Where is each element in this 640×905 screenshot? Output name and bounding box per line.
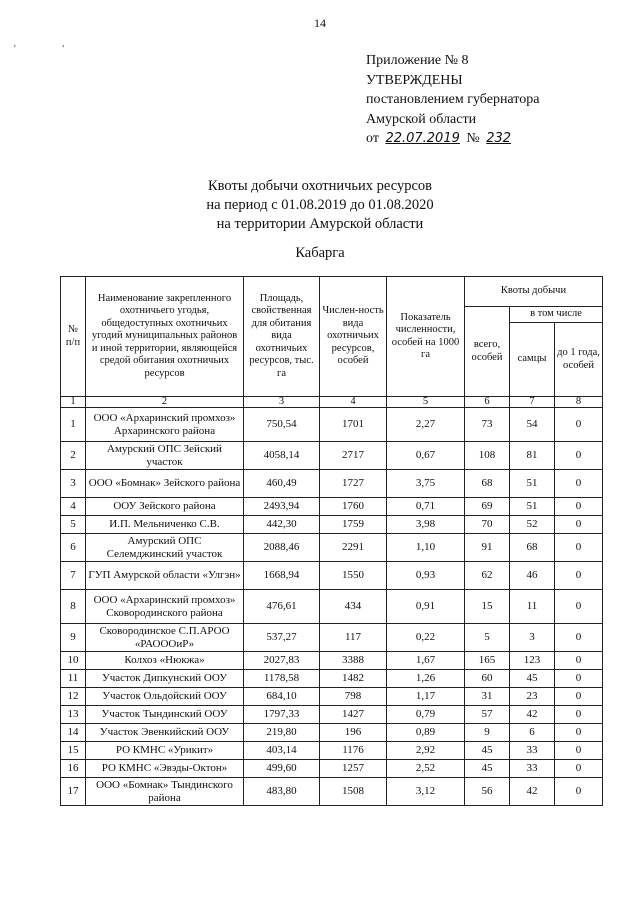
row-young: 0 — [555, 498, 603, 516]
row-name: Сковородинское С.П.АРОО «РАОООиР» — [86, 624, 244, 652]
row-area: 483,80 — [244, 778, 320, 806]
row-name: И.П. Мельниченко С.В. — [86, 516, 244, 534]
table-row — [61, 778, 603, 806]
from-label: от — [366, 131, 379, 146]
row-name: ООО «Архаринский промхоз» Архаринского района — [86, 408, 244, 442]
row-young: 0 — [555, 442, 603, 470]
row-total: 45 — [465, 742, 510, 760]
row-density: 0,91 — [387, 590, 465, 624]
row-name: ГУП Амурской области «Улгэн» — [86, 562, 244, 590]
row-name: Колхоз «Нюкжа» — [86, 652, 244, 670]
row-males: 6 — [510, 724, 555, 742]
row-population: 1759 — [320, 516, 387, 534]
row-young: 0 — [555, 652, 603, 670]
row-area: 476,61 — [244, 590, 320, 624]
row-males: 123 — [510, 652, 555, 670]
title-line-3: на территории Амурской области — [216, 216, 424, 232]
row-young: 0 — [555, 470, 603, 498]
row-area: 4058,14 — [244, 442, 320, 470]
table-row — [61, 562, 603, 590]
row-number: 7 — [61, 562, 86, 590]
row-area: 403,14 — [244, 742, 320, 760]
row-total: 165 — [465, 652, 510, 670]
row-population: 1760 — [320, 498, 387, 516]
row-males: 3 — [510, 624, 555, 652]
table-row — [61, 724, 603, 742]
row-name: ООУ Зейского района — [86, 498, 244, 516]
row-density: 2,52 — [387, 760, 465, 778]
row-area: 1178,58 — [244, 670, 320, 688]
row-name: Участок Тындинский ООУ — [86, 706, 244, 724]
row-total: 108 — [465, 442, 510, 470]
table-row — [61, 688, 603, 706]
table-row — [61, 498, 603, 516]
handwritten-date: 22.07.2019 — [385, 131, 460, 146]
table-row — [61, 670, 603, 688]
row-density: 1,17 — [387, 688, 465, 706]
handwritten-number: 232 — [486, 131, 512, 146]
column-number: 2 — [86, 397, 244, 408]
header-num: № п/п — [61, 277, 86, 397]
row-number: 11 — [61, 670, 86, 688]
header-name: Наименование закрепленного охотничьего угодья, общедоступных охотничьих угодий муниципальных районов и иной территории, являющейся средой обитания охотничьих ресурсов — [86, 277, 244, 397]
row-total: 70 — [465, 516, 510, 534]
row-males: 51 — [510, 498, 555, 516]
row-name: ООО «Архаринский промхоз» Сковородинского района — [86, 590, 244, 624]
approved-label: УТВЕРЖДЕНЫ — [366, 72, 463, 88]
table-row — [61, 706, 603, 724]
column-number: 6 — [465, 397, 510, 408]
row-area: 1668,94 — [244, 562, 320, 590]
appendix-label: Приложение № 8 — [366, 53, 469, 68]
row-area: 684,10 — [244, 688, 320, 706]
row-young: 0 — [555, 624, 603, 652]
row-population: 2717 — [320, 442, 387, 470]
row-total: 15 — [465, 590, 510, 624]
row-name: Участок Ольдойский ООУ — [86, 688, 244, 706]
row-number: 8 — [61, 590, 86, 624]
document-title — [0, 177, 640, 234]
row-males: 33 — [510, 760, 555, 778]
row-density: 0,93 — [387, 562, 465, 590]
row-population: 1508 — [320, 778, 387, 806]
row-density: 3,12 — [387, 778, 465, 806]
species-title: Кабарга — [295, 245, 345, 261]
row-number: 5 — [61, 516, 86, 534]
row-males: 46 — [510, 562, 555, 590]
row-number: 15 — [61, 742, 86, 760]
region-label: Амурской области — [366, 111, 477, 127]
row-young: 0 — [555, 408, 603, 442]
row-number: 6 — [61, 534, 86, 562]
row-density: 1,10 — [387, 534, 465, 562]
row-males: 81 — [510, 442, 555, 470]
row-young: 0 — [555, 724, 603, 742]
approval-block — [366, 51, 539, 149]
row-name: Участок Эвенкийский ООУ — [86, 724, 244, 742]
column-number: 4 — [320, 397, 387, 408]
table-row — [61, 590, 603, 624]
row-area: 2027,83 — [244, 652, 320, 670]
header-area: Площадь, свойственная для обитания вида охотничьих ресурсов, тыс. га — [244, 277, 320, 397]
column-number: 5 — [387, 397, 465, 408]
row-males: 54 — [510, 408, 555, 442]
row-population: 1176 — [320, 742, 387, 760]
row-area: 2088,46 — [244, 534, 320, 562]
row-young: 0 — [555, 516, 603, 534]
row-density: 0,71 — [387, 498, 465, 516]
row-total: 62 — [465, 562, 510, 590]
row-males: 23 — [510, 688, 555, 706]
row-name: РО КМНС «Урикит» — [86, 742, 244, 760]
quota-table — [60, 276, 603, 806]
margin-marks: ' ' — [14, 44, 87, 55]
title-line-1: Квоты добычи охотничьих ресурсов — [208, 178, 432, 194]
row-total: 91 — [465, 534, 510, 562]
row-total: 57 — [465, 706, 510, 724]
row-total: 69 — [465, 498, 510, 516]
row-area: 2493,94 — [244, 498, 320, 516]
row-number: 13 — [61, 706, 86, 724]
row-number: 12 — [61, 688, 86, 706]
header-total: всего, особей — [465, 307, 510, 397]
row-population: 434 — [320, 590, 387, 624]
table-row — [61, 760, 603, 778]
row-population: 117 — [320, 624, 387, 652]
row-density: 3,75 — [387, 470, 465, 498]
row-population: 3388 — [320, 652, 387, 670]
header-density: Показатель численности, особей на 1000 га — [387, 277, 465, 397]
table-row — [61, 534, 603, 562]
row-density: 0,67 — [387, 442, 465, 470]
row-density: 2,27 — [387, 408, 465, 442]
row-number: 17 — [61, 778, 86, 806]
row-number: 3 — [61, 470, 86, 498]
row-number: 14 — [61, 724, 86, 742]
row-population: 1257 — [320, 760, 387, 778]
row-males: 45 — [510, 670, 555, 688]
date-line — [366, 129, 539, 149]
row-area: 219,80 — [244, 724, 320, 742]
header-population: Числен-ность вида охотничьих ресурсов, особей — [320, 277, 387, 397]
row-males: 33 — [510, 742, 555, 760]
row-density: 2,92 — [387, 742, 465, 760]
row-young: 0 — [555, 534, 603, 562]
row-young: 0 — [555, 778, 603, 806]
row-population: 1427 — [320, 706, 387, 724]
row-number: 2 — [61, 442, 86, 470]
row-population: 1550 — [320, 562, 387, 590]
row-name: Участок Дипкунский ООУ — [86, 670, 244, 688]
row-males: 11 — [510, 590, 555, 624]
row-population: 798 — [320, 688, 387, 706]
row-population: 1482 — [320, 670, 387, 688]
row-young: 0 — [555, 688, 603, 706]
row-density: 3,98 — [387, 516, 465, 534]
row-males: 42 — [510, 778, 555, 806]
row-population: 1701 — [320, 408, 387, 442]
row-total: 5 — [465, 624, 510, 652]
header-males: самцы — [510, 323, 555, 397]
row-area: 1797,33 — [244, 706, 320, 724]
row-population: 1727 — [320, 470, 387, 498]
row-young: 0 — [555, 760, 603, 778]
row-total: 56 — [465, 778, 510, 806]
row-name: РО КМНС «Эвэды-Октон» — [86, 760, 244, 778]
row-number: 1 — [61, 408, 86, 442]
row-area: 499,60 — [244, 760, 320, 778]
row-number: 16 — [61, 760, 86, 778]
row-density: 1,67 — [387, 652, 465, 670]
column-number: 8 — [555, 397, 603, 408]
row-number: 4 — [61, 498, 86, 516]
row-number: 9 — [61, 624, 86, 652]
table-row — [61, 470, 603, 498]
row-males: 68 — [510, 534, 555, 562]
title-line-2: на период с 01.08.2019 до 01.08.2020 — [206, 197, 434, 213]
table-row — [61, 408, 603, 442]
row-young: 0 — [555, 590, 603, 624]
row-young: 0 — [555, 742, 603, 760]
table-body — [61, 408, 603, 806]
resolution-label: постановлением губернатора — [366, 92, 540, 107]
row-number: 10 — [61, 652, 86, 670]
column-number: 1 — [61, 397, 86, 408]
row-total: 73 — [465, 408, 510, 442]
row-population: 196 — [320, 724, 387, 742]
row-area: 460,49 — [244, 470, 320, 498]
row-name: ООО «Бомнак» Зейского района — [86, 470, 244, 498]
row-total: 9 — [465, 724, 510, 742]
page-number: 14 — [314, 16, 326, 30]
row-young: 0 — [555, 670, 603, 688]
column-number: 3 — [244, 397, 320, 408]
row-name: Амурский ОПС Селемджинский участок — [86, 534, 244, 562]
column-number-row — [61, 397, 603, 408]
header-quota: Квоты добычи — [465, 277, 603, 307]
table-row — [61, 742, 603, 760]
row-density: 0,89 — [387, 724, 465, 742]
row-name: Амурский ОПС Зейский участок — [86, 442, 244, 470]
column-number: 7 — [510, 397, 555, 408]
row-total: 68 — [465, 470, 510, 498]
row-males: 42 — [510, 706, 555, 724]
row-name: ООО «Бомнак» Тындинского района — [86, 778, 244, 806]
row-total: 45 — [465, 760, 510, 778]
table-row — [61, 652, 603, 670]
row-young: 0 — [555, 706, 603, 724]
header-young: до 1 года, особей — [555, 323, 603, 397]
row-population: 2291 — [320, 534, 387, 562]
row-area: 750,54 — [244, 408, 320, 442]
row-males: 52 — [510, 516, 555, 534]
row-young: 0 — [555, 562, 603, 590]
row-total: 60 — [465, 670, 510, 688]
header-including: в том числе — [510, 307, 603, 323]
row-density: 1,26 — [387, 670, 465, 688]
table-row — [61, 516, 603, 534]
table-row — [61, 624, 603, 652]
row-males: 51 — [510, 470, 555, 498]
row-area: 537,27 — [244, 624, 320, 652]
table-row — [61, 442, 603, 470]
row-density: 0,79 — [387, 706, 465, 724]
row-area: 442,30 — [244, 516, 320, 534]
number-label: № — [466, 131, 480, 146]
row-density: 0,22 — [387, 624, 465, 652]
row-total: 31 — [465, 688, 510, 706]
